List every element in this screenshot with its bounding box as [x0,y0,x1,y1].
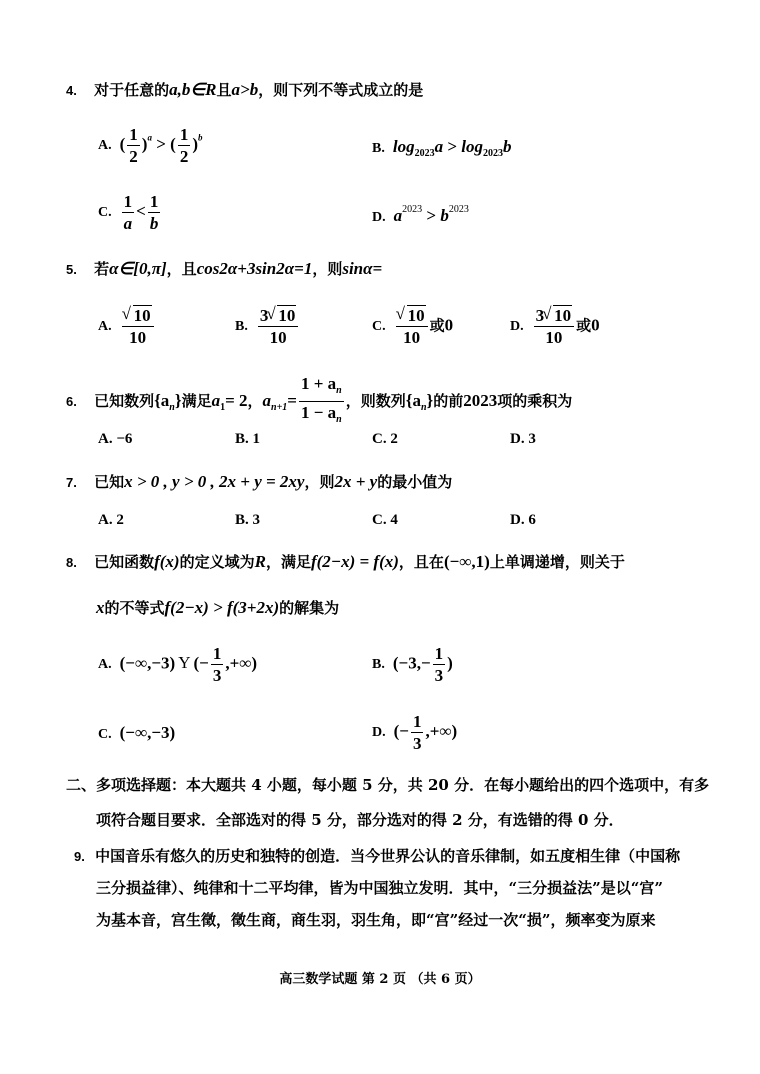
q7-option-c[interactable]: C. 4 [372,512,398,528]
q7-option-d[interactable]: D. 6 [510,512,536,528]
q6-option-d[interactable]: D. 3 [510,431,536,447]
question-4-stem: 4. 对于任意的a,b∈R且a>b，则下列不等式成立的是 [66,80,424,99]
q5-option-b[interactable]: B. $\frac{3√ 10}{10}$ [235,307,300,347]
q7-option-a[interactable]: A. 2 [98,512,124,528]
question-9-line1: 9. 中国音乐有悠久的历史和独特的创造．当今世界公认的音乐律制，如五度相生律（中国称 [74,847,681,865]
q8-option-b[interactable]: B. (−3,− $\frac{1}{3}$ ) [372,644,453,685]
q6-option-b[interactable]: B. 1 [235,431,261,447]
q8-option-d[interactable]: D. (− $\frac{1}{3}$ ,+∞) [372,712,458,753]
q6-option-a[interactable]: A. −6 [98,431,133,447]
q4-option-a[interactable]: A. ( $\frac{1}{2}$ )$^a$ > ( $\frac{1}{2}$ )$^b$ [98,125,203,166]
question-number: 6. [66,394,77,409]
q5-option-c[interactable]: C. √ $\frac{10}{10}$ 或0 [372,307,453,347]
section-2-heading-line2: 项符合题目要求．全部选对的得 5 分，部分选对的得 2 分，有选错的得 0 分． [96,811,624,829]
page-footer: 高三数学试题 第 2 页 （共 6 页） [279,972,481,987]
section-2-heading-line1: 二、多项选择题：本大题共 4 小题，每小题 5 分，共 20 分．在每小题给出的四个选项中，有多 [66,776,710,794]
question-9-line2: 三分损益律）、纯律和十二平均律，皆为中国独立发明．其中，“三分损益法”是以“宫” [96,879,664,897]
q8-option-c[interactable]: C. (−∞,−3) [98,723,176,742]
question-number: 5. [66,262,77,277]
question-number: 7. [66,475,77,490]
q7-option-b[interactable]: B. 3 [235,512,261,528]
q6-option-c[interactable]: C. 2 [372,431,398,447]
q5-option-d[interactable]: D. $\frac{3√ 10}{10}$ 或0 [510,307,600,347]
q4-option-b[interactable]: B. $\log_{2023}a > \log_{2023}b$ [372,137,512,159]
question-6-stem: 6. 已知数列$\{a_n\}$满足$a_1= 2$，$a_{n+1}=$ $\frac{1 + a_n}{1 - a_n}$ ，则数列$\{a_n\}$的前2023项的乘积为 [66,374,573,425]
question-number: 4. [66,83,77,98]
question-8-stem-line2: x的不等式f(2−x) > f(3+2x)的解集为 [96,598,340,617]
question-8-stem: 8. 已知函数f(x)的定义域为R，满足f(2−x) = f(x)，且在(−∞,1)上单调递增，则关于 [66,552,625,571]
q4-option-d[interactable]: D. $a^{2023} > b^{2023}$ [372,204,469,225]
q8-option-a[interactable]: A. (−∞,−3) Y (− $\frac{1}{3}$ ,+∞) [98,644,258,685]
question-5-stem: 5. 若α∈[0,π]，且cos2α+3sin2α=1，则sinα= [66,259,383,278]
question-9-line3: 为基本音，宫生徵，徵生商，商生羽，羽生角，即“宫”经过一次“损”，频率变为原来 [96,911,656,929]
q5-option-a[interactable]: A. √ $\frac{10}{10}$ [98,307,156,347]
q4-option-c[interactable]: C. $\frac{1}{a}$ < $\frac{1}{b}$ [98,192,159,233]
question-number: 8. [66,555,77,570]
question-number: 9. [74,849,85,864]
question-7-stem: 7. 已知x > 0 , y > 0 , 2x + y = 2xy，则2x + y的最小值为 [66,472,453,491]
